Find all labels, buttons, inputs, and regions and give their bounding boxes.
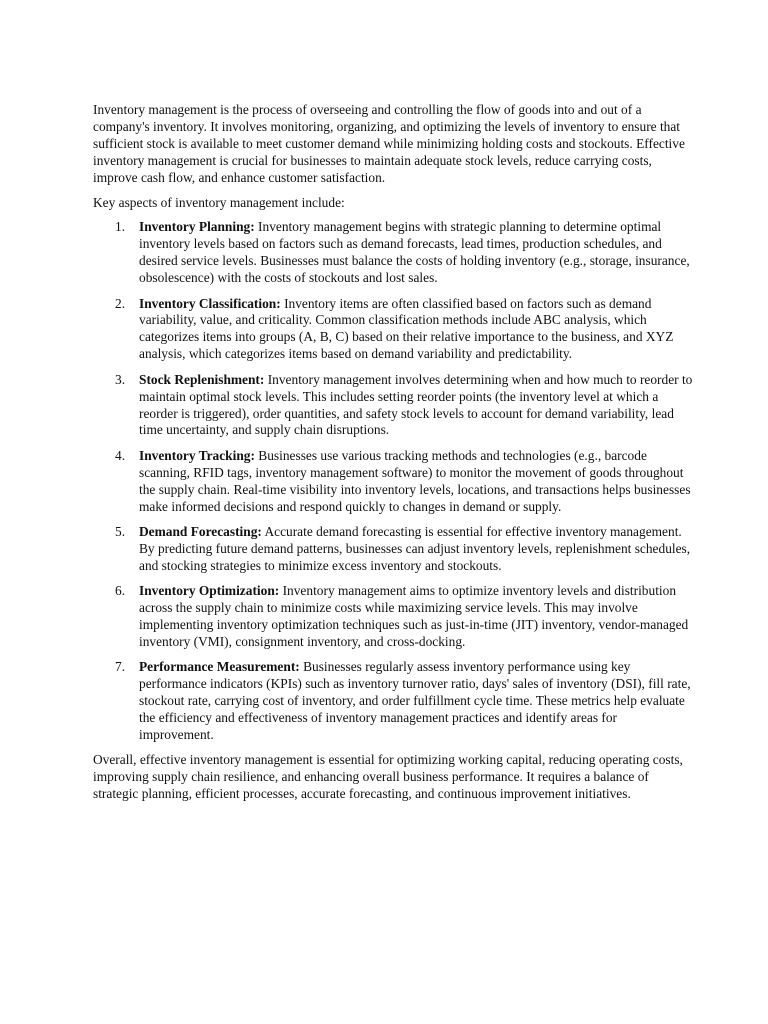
aspects-list (93, 219, 693, 743)
item-number: 7. (115, 659, 126, 675)
item-term: Performance Measurement: (139, 659, 300, 675)
lead-in-text: Key aspects of inventory management include: (93, 194, 345, 210)
item-term: Inventory Tracking: (139, 447, 255, 463)
document-page (93, 102, 693, 811)
item-number: 2. (115, 295, 126, 311)
item-text: Businesses regularly assess inventory performance using key performance indicators (KPIs) such as inventory turnover ratio, days' sales of inventory (DSI), fill rate, stockout rate, carrying cost of inventory, and order fulfillment cycle time. These metrics help evaluate the efficiency and effectiveness of inventory management practices and identify areas for improvement. (139, 659, 691, 742)
conclusion-paragraph: Overall, effective inventory management is essential for optimizing working capital, reducing operating costs, improving supply chain resilience, and enhancing overall business performance. It requires a balance of strategic planning, efficient processes, accurate forecasting, and continuous improvement initiatives. (93, 752, 683, 802)
item-text: Inventory items are often classified based on factors such as demand variability, value, and criticality. Common classification methods include ABC analysis, which categorizes items into groups (A, B, C) based on their relative importance to the business, and XYZ analysis, which categorizes items based on demand variability and predictability. (139, 295, 674, 362)
item-text: Inventory management aims to optimize inventory levels and distribution across the supply chain to minimize costs while maximizing service levels. This may involve implementing inventory optimization techniques such as just-in-time (JIT) inventory, vendor-managed inventory (VMI), consignment inventory, and cross-docking. (139, 583, 689, 649)
item-term: Inventory Classification: (139, 295, 281, 311)
item-term: Inventory Planning: (139, 219, 255, 235)
item-text: Inventory management begins with strategic planning to determine optimal inventory levels based on factors such as demand forecasts, lead times, production schedules, and desired service levels. Businesses must balance the costs of holding inventory (e.g., storage, insurance, obsolescence) with the costs of stockouts and lost sales. (139, 219, 690, 286)
item-number: 4. (115, 447, 126, 463)
intro-paragraph: Inventory management is the process of overseeing and controlling the flow of goods into and out of a company's inventory. It involves monitoring, organizing, and optimizing the levels of inventory to ensure that sufficient stock is available to meet customer demand while minimizing holding costs and stockouts. Effective inventory management is crucial for businesses to maintain adequate stock levels, reduce carrying costs, improve cash flow, and enhance customer satisfaction. (93, 102, 685, 185)
item-text: Accurate demand forecasting is essential for effective inventory management. By predicting future demand patterns, businesses can adjust inventory levels, replenishment schedules, and stocking strategies to minimize excess inventory and stockouts. (139, 523, 691, 573)
item-number: 6. (115, 583, 126, 599)
item-term: Inventory Optimization: (139, 583, 280, 599)
list-item (93, 524, 693, 575)
list-item (93, 372, 693, 440)
item-text: Inventory management involves determining when and how much to reorder to maintain optimal stock levels. This includes setting reorder points (the inventory level at which a reorder is triggered), order quantities, and safety stock levels to account for demand variability, lead time uncertainty, and supply chain disruptions. (139, 371, 693, 438)
item-number: 3. (115, 371, 126, 387)
list-item (93, 659, 693, 744)
item-number: 1. (115, 219, 126, 235)
item-term: Stock Replenishment: (139, 371, 265, 387)
list-item (93, 448, 693, 516)
list-item (93, 583, 693, 651)
item-text: Businesses use various tracking methods and technologies (e.g., barcode scanning, RFID tags, inventory management software) to monitor the movement of goods throughout the supply chain. Real-time visibility into inventory levels, locations, and transactions helps businesses make informed decisions and respond quickly to changes in demand or supply. (139, 447, 691, 514)
item-term: Demand Forecasting: (139, 523, 262, 539)
list-item (93, 296, 693, 364)
list-item (93, 219, 693, 287)
item-number: 5. (115, 523, 126, 539)
